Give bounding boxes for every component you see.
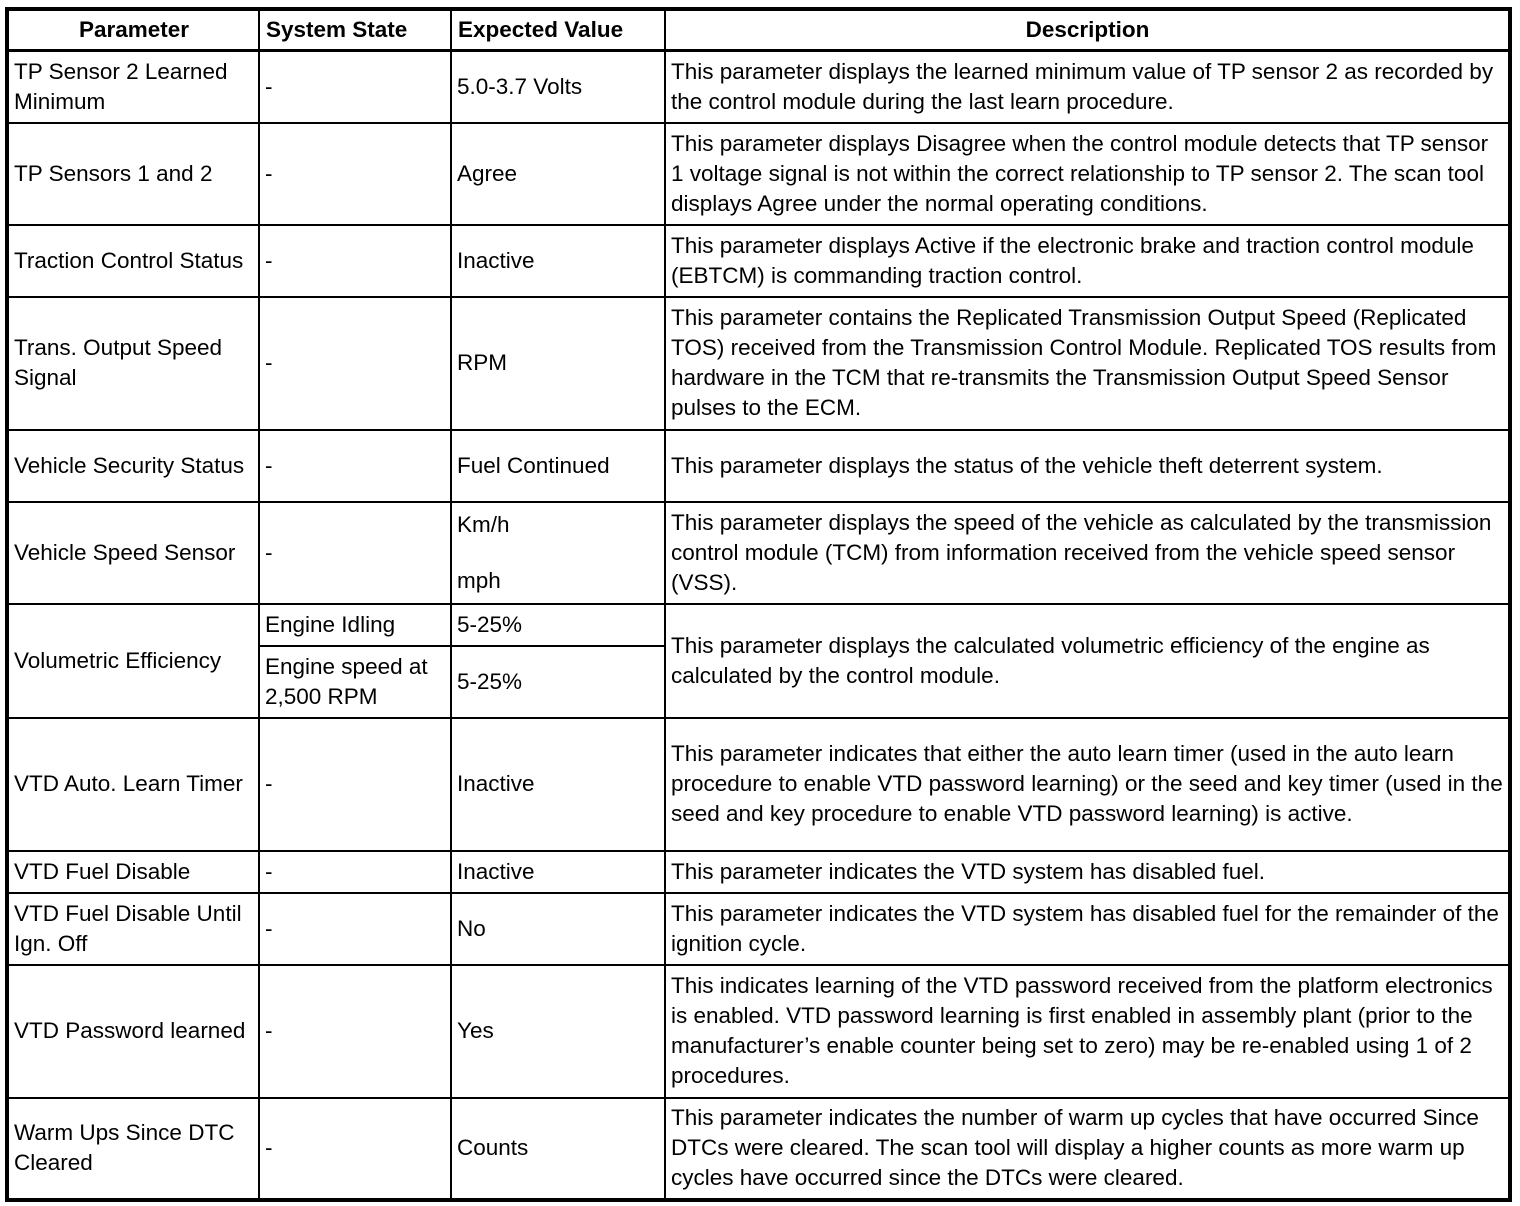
parameter-cell: Volumetric Efficiency (7, 604, 259, 718)
expected-value-cell: Yes (451, 965, 665, 1098)
header-row (7, 9, 1510, 51)
parameter-cell: TP Sensors 1 and 2 (7, 123, 259, 225)
expected-value-cell: Inactive (451, 718, 665, 851)
description-cell: This parameter indicates the VTD system has disabled fuel. (665, 851, 1510, 893)
expected-value-cell: Agree (451, 123, 665, 225)
description-cell: This parameter displays the calculated volumetric efficiency of the engine as calculated by the control module. (665, 604, 1510, 718)
expected-value-cell: Inactive (451, 225, 665, 297)
system-state-cell: - (259, 718, 451, 851)
system-state-cell: - (259, 51, 451, 123)
expected-value-cell: Inactive (451, 851, 665, 893)
description-cell: This parameter contains the Replicated Transmission Output Speed (Replicated TOS) received from the Transmission Control Module. Replicated TOS results from hardware in the TCM that re-transmits the Transmission Output Speed Sensor pulses to the ECM. (665, 297, 1510, 430)
system-state-cell: - (259, 502, 451, 604)
table-row (7, 297, 1510, 430)
expected-value-cell: 5.0-3.7 Volts (451, 51, 665, 123)
parameter-cell: VTD Fuel Disable Until Ign. Off (7, 893, 259, 965)
system-state-cell: - (259, 893, 451, 965)
parameter-cell: Traction Control Status (7, 225, 259, 297)
system-state-cell: - (259, 123, 451, 225)
system-state-cell: - (259, 1098, 451, 1200)
table-row (7, 502, 1510, 604)
description-cell: This parameter displays Active if the electronic brake and traction control module (EBTCM) is commanding traction control. (665, 225, 1510, 297)
parameter-cell: Vehicle Security Status (7, 430, 259, 502)
parameter-cell: VTD Password learned (7, 965, 259, 1098)
table-row (7, 51, 1510, 123)
description-cell: This parameter indicates the number of warm up cycles that have occurred Since DTCs were cleared. The scan tool will display a higher counts as more warm up cycles have occurred since the DTCs were cleared. (665, 1098, 1510, 1200)
table-row (7, 123, 1510, 225)
description-cell: This parameter displays the status of the vehicle theft deterrent system. (665, 430, 1510, 502)
description-cell: This parameter indicates that either the auto learn timer (used in the auto learn procedure to enable VTD password learning) or the seed and key timer (used in the seed and key procedure to enable VTD password learning) is active. (665, 718, 1510, 851)
system-state-cell: - (259, 297, 451, 430)
expected-value-cell: 5-25% (451, 604, 665, 646)
expected-value-cell: 5-25% (451, 646, 665, 718)
system-state-cell: Engine Idling (259, 604, 451, 646)
description-cell: This indicates learning of the VTD password received from the platform electronics is enabled. VTD password learning is first enabled in assembly plant (prior to the manufacturer’s enable counter being set to zero) may be re-enabled using 1 of 2 procedures. (665, 965, 1510, 1098)
expected-value-cell: Fuel Continued (451, 430, 665, 502)
expected-value-mph: mph (457, 567, 501, 593)
expected-value-cell (451, 502, 665, 604)
table-row (7, 430, 1510, 502)
parameter-cell: VTD Fuel Disable (7, 851, 259, 893)
system-state-cell: - (259, 851, 451, 893)
system-state-cell: - (259, 225, 451, 297)
system-state-cell: - (259, 430, 451, 502)
parameter-cell: TP Sensor 2 Learned Minimum (7, 51, 259, 123)
table-row (7, 225, 1510, 297)
expected-value-kmh: Km/h (457, 511, 510, 537)
table-row (7, 965, 1510, 1098)
parameter-cell: VTD Auto. Learn Timer (7, 718, 259, 851)
description-cell: This parameter displays the speed of the vehicle as calculated by the transmission control module (TCM) from information received from the vehicle speed sensor (VSS). (665, 502, 1510, 604)
system-state-cell: - (259, 965, 451, 1098)
table-row (7, 1098, 1510, 1200)
expected-value-cell: RPM (451, 297, 665, 430)
parameter-cell: Vehicle Speed Sensor (7, 502, 259, 604)
expected-value-cell: Counts (451, 1098, 665, 1200)
parameter-cell: Trans. Output Speed Signal (7, 297, 259, 430)
header-parameter: Parameter (7, 9, 259, 51)
description-cell: This parameter displays Disagree when the control module detects that TP sensor 1 voltage signal is not within the correct relationship to TP sensor 2. The scan tool displays Agree under the normal operating conditions. (665, 123, 1510, 225)
table-row (7, 604, 1510, 646)
header-expected-value: Expected Value (451, 9, 665, 51)
header-description: Description (665, 9, 1510, 51)
table-row (7, 851, 1510, 893)
parameter-table (5, 7, 1512, 1202)
expected-value-cell: No (451, 893, 665, 965)
spacer (457, 540, 660, 566)
description-cell: This parameter indicates the VTD system has disabled fuel for the remainder of the ignition cycle. (665, 893, 1510, 965)
table-row (7, 718, 1510, 851)
parameter-cell: Warm Ups Since DTC Cleared (7, 1098, 259, 1200)
description-cell: This parameter displays the learned minimum value of TP sensor 2 as recorded by the control module during the last learn procedure. (665, 51, 1510, 123)
system-state-cell: Engine speed at 2,500 RPM (259, 646, 451, 718)
header-system-state: System State (259, 9, 451, 51)
table-row (7, 893, 1510, 965)
parameter-table-container (5, 7, 1512, 1202)
